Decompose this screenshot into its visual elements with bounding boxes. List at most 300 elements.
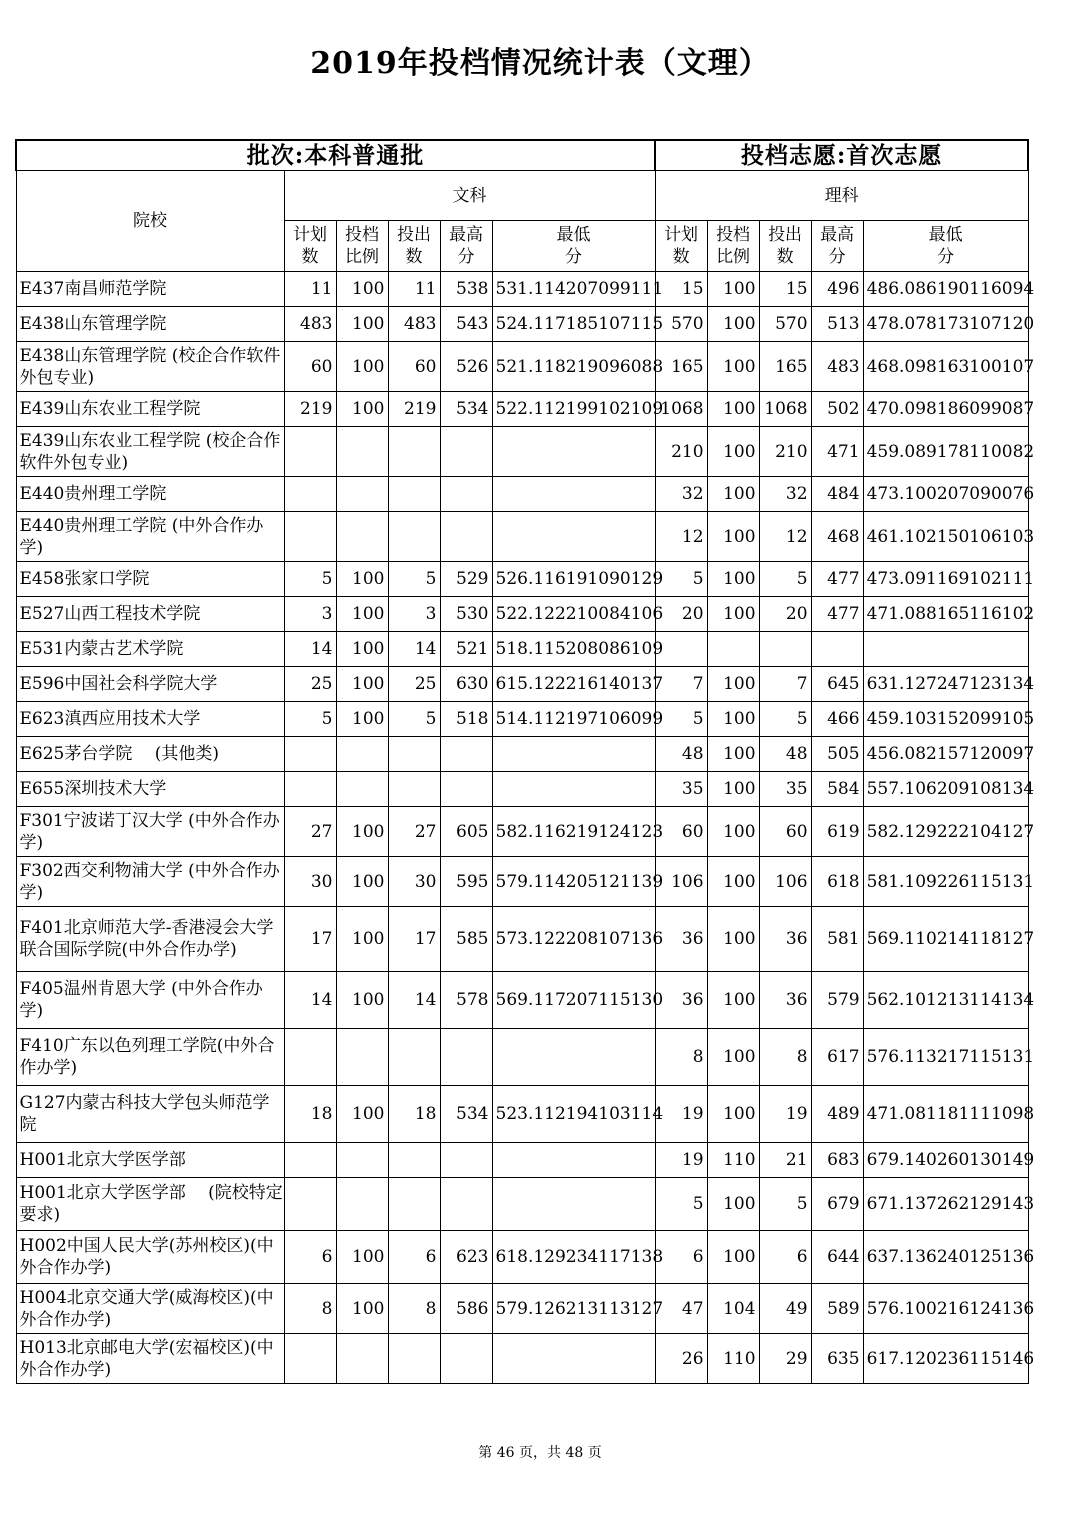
arts-admitted-cell: 27 <box>388 807 440 857</box>
science-min-cell: 637.136240125136 <box>863 1231 1028 1284</box>
arts-min-cell <box>492 1178 655 1231</box>
table-row <box>16 907 1028 972</box>
arts-plan-cell: 18 <box>284 1086 336 1143</box>
arts-plan-cell: 27 <box>284 807 336 857</box>
science-admitted-cell: 49 <box>759 1284 811 1334</box>
arts-min-cell: 523.112194103114 <box>492 1086 655 1143</box>
arts-min-cell: 579.126213113127 <box>492 1284 655 1334</box>
school-name-cell: E596中国社会科学院大学 <box>16 667 284 702</box>
science-ratio-cell: 100 <box>707 477 759 512</box>
arts-admitted-cell <box>388 427 440 477</box>
arts-plan-cell <box>284 1178 336 1231</box>
science-ratio-cell: 100 <box>707 1178 759 1231</box>
science-min-cell: 461.102150106103 <box>863 512 1028 562</box>
arts-ratio-cell: 100 <box>336 667 388 702</box>
page-title: 2019年投档情况统计表（文理） <box>310 46 770 81</box>
arts-admitted-cell: 14 <box>388 972 440 1029</box>
science-plan-cell: 19 <box>655 1086 707 1143</box>
header-school: 院校 <box>16 171 284 272</box>
arts-max-cell: 530 <box>440 597 492 632</box>
table-row <box>16 477 1028 512</box>
arts-admitted-cell: 5 <box>388 702 440 737</box>
arts-ratio-cell <box>336 512 388 562</box>
arts-admitted-cell: 8 <box>388 1284 440 1334</box>
arts-max-cell: 543 <box>440 307 492 342</box>
arts-ratio-cell: 100 <box>336 392 388 427</box>
arts-plan-cell: 14 <box>284 632 336 667</box>
arts-admitted-cell: 6 <box>388 1231 440 1284</box>
arts-plan-cell: 30 <box>284 857 336 907</box>
science-max-cell: 483 <box>811 342 863 392</box>
science-max-cell <box>811 632 863 667</box>
arts-plan-cell: 5 <box>284 702 336 737</box>
science-admitted-cell: 35 <box>759 772 811 807</box>
header-arts-plan: 计划 数 <box>284 221 336 272</box>
table-row <box>16 307 1028 342</box>
science-plan-cell: 60 <box>655 807 707 857</box>
header-arts-admitted: 投出 数 <box>388 221 440 272</box>
school-name-cell: E440贵州理工学院 (中外合作办学) <box>16 512 284 562</box>
science-min-cell: 471.088165116102 <box>863 597 1028 632</box>
arts-min-cell <box>492 477 655 512</box>
arts-min-cell <box>492 1029 655 1086</box>
volunteer-label: 投档志愿:首次志愿 <box>655 140 1028 171</box>
science-ratio-cell: 100 <box>707 1231 759 1284</box>
arts-max-cell: 534 <box>440 1086 492 1143</box>
science-admitted-cell: 36 <box>759 972 811 1029</box>
arts-admitted-cell: 483 <box>388 307 440 342</box>
science-max-cell: 617 <box>811 1029 863 1086</box>
school-name-cell: E531内蒙古艺术学院 <box>16 632 284 667</box>
science-admitted-cell: 15 <box>759 272 811 307</box>
arts-min-cell: 521.118219096088 <box>492 342 655 392</box>
science-max-cell: 635 <box>811 1334 863 1384</box>
school-name-cell: F410广东以色列理工学院(中外合作办学) <box>16 1029 284 1086</box>
arts-admitted-cell: 30 <box>388 857 440 907</box>
science-min-cell: 478.078173107120 <box>863 307 1028 342</box>
batch-label: 批次:本科普通批 <box>16 140 655 171</box>
science-plan-cell: 47 <box>655 1284 707 1334</box>
header-arts-ratio: 投档 比例 <box>336 221 388 272</box>
school-name-cell: G127内蒙古科技大学包头师范学院 <box>16 1086 284 1143</box>
table-row <box>16 807 1028 857</box>
table-row <box>16 562 1028 597</box>
arts-plan-cell <box>284 1029 336 1086</box>
arts-ratio-cell: 100 <box>336 702 388 737</box>
science-max-cell: 502 <box>811 392 863 427</box>
arts-min-cell <box>492 1334 655 1384</box>
science-min-cell: 471.081181111098 <box>863 1086 1028 1143</box>
science-admitted-cell: 6 <box>759 1231 811 1284</box>
science-admitted-cell: 8 <box>759 1029 811 1086</box>
science-ratio-cell: 100 <box>707 807 759 857</box>
science-plan-cell: 106 <box>655 857 707 907</box>
arts-ratio-cell: 100 <box>336 972 388 1029</box>
science-ratio-cell: 104 <box>707 1284 759 1334</box>
science-max-cell: 579 <box>811 972 863 1029</box>
arts-min-cell: 615.122216140137 <box>492 667 655 702</box>
science-admitted-cell: 48 <box>759 737 811 772</box>
arts-min-cell: 579.114205121139 <box>492 857 655 907</box>
arts-min-cell <box>492 772 655 807</box>
science-ratio-cell: 100 <box>707 972 759 1029</box>
school-name-cell: E623滇西应用技术大学 <box>16 702 284 737</box>
science-ratio-cell <box>707 632 759 667</box>
arts-ratio-cell: 100 <box>336 1231 388 1284</box>
arts-plan-cell: 60 <box>284 342 336 392</box>
arts-max-cell: 586 <box>440 1284 492 1334</box>
science-plan-cell: 570 <box>655 307 707 342</box>
science-min-cell: 557.106209108134 <box>863 772 1028 807</box>
science-min-cell: 671.137262129143 <box>863 1178 1028 1231</box>
science-admitted-cell: 570 <box>759 307 811 342</box>
science-admitted-cell: 12 <box>759 512 811 562</box>
arts-max-cell <box>440 1178 492 1231</box>
arts-ratio-cell: 100 <box>336 272 388 307</box>
arts-plan-cell <box>284 1334 336 1384</box>
science-min-cell: 576.100216124136 <box>863 1284 1028 1334</box>
arts-ratio-cell <box>336 427 388 477</box>
arts-ratio-cell: 100 <box>336 597 388 632</box>
arts-max-cell <box>440 1029 492 1086</box>
science-admitted-cell: 21 <box>759 1143 811 1178</box>
science-plan-cell: 20 <box>655 597 707 632</box>
science-ratio-cell: 100 <box>707 562 759 597</box>
table-row <box>16 667 1028 702</box>
science-ratio-cell: 100 <box>707 1029 759 1086</box>
table-row <box>16 857 1028 907</box>
arts-max-cell <box>440 1143 492 1178</box>
school-name-cell: E438山东管理学院 (校企合作软件外包专业) <box>16 342 284 392</box>
arts-admitted-cell: 60 <box>388 342 440 392</box>
table-body <box>16 272 1035 1384</box>
arts-min-cell: 618.129234117138 <box>492 1231 655 1284</box>
arts-max-cell <box>440 772 492 807</box>
science-min-cell: 456.082157120097 <box>863 737 1028 772</box>
table-row <box>16 1284 1028 1334</box>
arts-max-cell: 526 <box>440 342 492 392</box>
science-ratio-cell: 100 <box>707 597 759 632</box>
table-row <box>16 597 1028 632</box>
science-min-cell: 581.109226115131 <box>863 857 1028 907</box>
arts-max-cell: 518 <box>440 702 492 737</box>
arts-ratio-cell: 100 <box>336 807 388 857</box>
science-min-cell: 468.098163100107 <box>863 342 1028 392</box>
science-plan-cell: 7 <box>655 667 707 702</box>
page-footer: 第 46 页，共 48 页 <box>478 1445 602 1461</box>
science-admitted-cell: 5 <box>759 702 811 737</box>
arts-ratio-cell: 100 <box>336 857 388 907</box>
arts-max-cell <box>440 737 492 772</box>
arts-max-cell: 623 <box>440 1231 492 1284</box>
arts-plan-cell <box>284 427 336 477</box>
arts-min-cell: 582.116219124123 <box>492 807 655 857</box>
table-row <box>16 427 1028 477</box>
header-science-min: 最低 分 <box>863 221 1028 272</box>
science-admitted-cell: 1068 <box>759 392 811 427</box>
school-name-cell: H004北京交通大学(威海校区)(中外合作办学) <box>16 1284 284 1334</box>
arts-ratio-cell <box>336 1334 388 1384</box>
science-admitted-cell: 36 <box>759 907 811 972</box>
science-plan-cell: 35 <box>655 772 707 807</box>
science-min-cell: 679.140260130149 <box>863 1143 1028 1178</box>
arts-admitted-cell <box>388 1334 440 1384</box>
arts-ratio-cell: 100 <box>336 1284 388 1334</box>
science-admitted-cell: 32 <box>759 477 811 512</box>
science-plan-cell: 19 <box>655 1143 707 1178</box>
science-min-cell: 473.091169102111 <box>863 562 1028 597</box>
admission-table <box>15 139 1035 1384</box>
science-min-cell: 582.129222104127 <box>863 807 1028 857</box>
arts-plan-cell: 5 <box>284 562 336 597</box>
arts-plan-cell: 6 <box>284 1231 336 1284</box>
table-row <box>16 272 1028 307</box>
science-ratio-cell: 110 <box>707 1143 759 1178</box>
science-ratio-cell: 100 <box>707 342 759 392</box>
science-plan-cell: 210 <box>655 427 707 477</box>
table-row <box>16 972 1028 1029</box>
science-plan-cell: 5 <box>655 1178 707 1231</box>
science-min-cell: 576.113217115131 <box>863 1029 1028 1086</box>
science-max-cell: 618 <box>811 857 863 907</box>
science-max-cell: 468 <box>811 512 863 562</box>
arts-admitted-cell <box>388 772 440 807</box>
arts-plan-cell: 219 <box>284 392 336 427</box>
arts-ratio-cell <box>336 1178 388 1231</box>
science-ratio-cell: 110 <box>707 1334 759 1384</box>
arts-max-cell: 630 <box>440 667 492 702</box>
table-row <box>16 772 1028 807</box>
science-max-cell: 484 <box>811 477 863 512</box>
science-plan-cell: 5 <box>655 562 707 597</box>
school-name-cell: E439山东农业工程学院 (校企合作软件外包专业) <box>16 427 284 477</box>
arts-min-cell: 524.117185107115 <box>492 307 655 342</box>
table-row <box>16 1334 1028 1384</box>
science-plan-cell: 48 <box>655 737 707 772</box>
science-max-cell: 683 <box>811 1143 863 1178</box>
science-ratio-cell: 100 <box>707 907 759 972</box>
arts-min-cell <box>492 737 655 772</box>
arts-plan-cell: 3 <box>284 597 336 632</box>
science-ratio-cell: 100 <box>707 392 759 427</box>
arts-max-cell: 538 <box>440 272 492 307</box>
arts-plan-cell <box>284 737 336 772</box>
science-plan-cell: 15 <box>655 272 707 307</box>
science-plan-cell: 5 <box>655 702 707 737</box>
science-max-cell: 589 <box>811 1284 863 1334</box>
science-ratio-cell: 100 <box>707 272 759 307</box>
arts-admitted-cell <box>388 1029 440 1086</box>
arts-plan-cell: 11 <box>284 272 336 307</box>
arts-min-cell: 569.117207115130 <box>492 972 655 1029</box>
science-min-cell <box>863 632 1028 667</box>
science-ratio-cell: 100 <box>707 427 759 477</box>
science-admitted-cell <box>759 632 811 667</box>
header-science-ratio: 投档 比例 <box>707 221 759 272</box>
arts-admitted-cell: 11 <box>388 272 440 307</box>
science-ratio-cell: 100 <box>707 307 759 342</box>
science-ratio-cell: 100 <box>707 772 759 807</box>
arts-admitted-cell <box>388 1143 440 1178</box>
arts-admitted-cell: 219 <box>388 392 440 427</box>
arts-plan-cell: 8 <box>284 1284 336 1334</box>
science-plan-cell: 12 <box>655 512 707 562</box>
science-admitted-cell: 210 <box>759 427 811 477</box>
science-admitted-cell: 5 <box>759 1178 811 1231</box>
arts-ratio-cell: 100 <box>336 1086 388 1143</box>
table-row <box>16 1231 1028 1284</box>
table-row <box>16 392 1028 427</box>
school-name-cell: E439山东农业工程学院 <box>16 392 284 427</box>
school-name-cell: E437南昌师范学院 <box>16 272 284 307</box>
science-ratio-cell: 100 <box>707 512 759 562</box>
arts-max-cell: 595 <box>440 857 492 907</box>
science-min-cell: 562.101213114134 <box>863 972 1028 1029</box>
arts-plan-cell <box>284 1143 336 1178</box>
arts-ratio-cell: 100 <box>336 307 388 342</box>
school-name-cell: E440贵州理工学院 <box>16 477 284 512</box>
arts-admitted-cell: 25 <box>388 667 440 702</box>
science-plan-cell: 165 <box>655 342 707 392</box>
arts-plan-cell: 483 <box>284 307 336 342</box>
science-max-cell: 584 <box>811 772 863 807</box>
science-min-cell: 459.089178110082 <box>863 427 1028 477</box>
arts-min-cell: 531.114207099111 <box>492 272 655 307</box>
arts-max-cell: 521 <box>440 632 492 667</box>
science-admitted-cell: 5 <box>759 562 811 597</box>
arts-plan-cell: 17 <box>284 907 336 972</box>
arts-min-cell: 522.112199102109 <box>492 392 655 427</box>
science-max-cell: 619 <box>811 807 863 857</box>
arts-min-cell: 573.122208107136 <box>492 907 655 972</box>
arts-admitted-cell: 3 <box>388 597 440 632</box>
school-name-cell: E438山东管理学院 <box>16 307 284 342</box>
header-science-admitted: 投出 数 <box>759 221 811 272</box>
science-max-cell: 645 <box>811 667 863 702</box>
science-max-cell: 471 <box>811 427 863 477</box>
arts-ratio-cell: 100 <box>336 342 388 392</box>
arts-max-cell: 585 <box>440 907 492 972</box>
science-max-cell: 489 <box>811 1086 863 1143</box>
science-max-cell: 477 <box>811 562 863 597</box>
school-name-cell: H001北京大学医学部 <box>16 1143 284 1178</box>
header-arts-max: 最高 分 <box>440 221 492 272</box>
school-name-cell: E527山西工程技术学院 <box>16 597 284 632</box>
school-name-cell: H013北京邮电大学(宏福校区)(中外合作办学) <box>16 1334 284 1384</box>
arts-ratio-cell: 100 <box>336 632 388 667</box>
arts-max-cell <box>440 1334 492 1384</box>
science-max-cell: 581 <box>811 907 863 972</box>
table-row <box>16 1029 1028 1086</box>
science-plan-cell: 8 <box>655 1029 707 1086</box>
arts-admitted-cell: 17 <box>388 907 440 972</box>
science-plan-cell: 26 <box>655 1334 707 1384</box>
arts-max-cell <box>440 477 492 512</box>
arts-max-cell: 529 <box>440 562 492 597</box>
header-science-max: 最高 分 <box>811 221 863 272</box>
arts-admitted-cell <box>388 1178 440 1231</box>
arts-max-cell: 534 <box>440 392 492 427</box>
arts-min-cell: 514.112197106099 <box>492 702 655 737</box>
arts-ratio-cell <box>336 477 388 512</box>
table-row <box>16 737 1028 772</box>
arts-admitted-cell <box>388 477 440 512</box>
arts-min-cell: 526.116191090129 <box>492 562 655 597</box>
arts-min-cell: 518.115208086109 <box>492 632 655 667</box>
table-row <box>16 1178 1028 1231</box>
table-row <box>16 702 1028 737</box>
science-max-cell: 679 <box>811 1178 863 1231</box>
school-name-cell: H002中国人民大学(苏州校区)(中外合作办学) <box>16 1231 284 1284</box>
school-name-cell: E655深圳技术大学 <box>16 772 284 807</box>
science-min-cell: 470.098186099087 <box>863 392 1028 427</box>
science-admitted-cell: 7 <box>759 667 811 702</box>
table-row <box>16 512 1028 562</box>
school-name-cell: F405温州肯恩大学 (中外合作办学) <box>16 972 284 1029</box>
science-min-cell: 569.110214118127 <box>863 907 1028 972</box>
science-admitted-cell: 165 <box>759 342 811 392</box>
arts-max-cell: 605 <box>440 807 492 857</box>
science-plan-cell: 6 <box>655 1231 707 1284</box>
science-min-cell: 459.103152099105 <box>863 702 1028 737</box>
arts-ratio-cell <box>336 1029 388 1086</box>
arts-plan-cell: 25 <box>284 667 336 702</box>
science-admitted-cell: 106 <box>759 857 811 907</box>
science-ratio-cell: 100 <box>707 702 759 737</box>
table-row <box>16 342 1028 392</box>
science-max-cell: 466 <box>811 702 863 737</box>
science-max-cell: 496 <box>811 272 863 307</box>
science-admitted-cell: 29 <box>759 1334 811 1384</box>
header-science: 理科 <box>655 171 1028 221</box>
science-max-cell: 644 <box>811 1231 863 1284</box>
header-arts: 文科 <box>284 171 655 221</box>
science-plan-cell: 32 <box>655 477 707 512</box>
arts-max-cell: 578 <box>440 972 492 1029</box>
school-name-cell: H001北京大学医学部 (院校特定要求) <box>16 1178 284 1231</box>
header-science-plan: 计划 数 <box>655 221 707 272</box>
science-plan-cell: 1068 <box>655 392 707 427</box>
science-ratio-cell: 100 <box>707 857 759 907</box>
arts-max-cell <box>440 427 492 477</box>
arts-max-cell <box>440 512 492 562</box>
table-row <box>16 1086 1028 1143</box>
science-ratio-cell: 100 <box>707 667 759 702</box>
school-name-cell: E625茅台学院 (其他类) <box>16 737 284 772</box>
science-max-cell: 505 <box>811 737 863 772</box>
table-row <box>16 632 1028 667</box>
science-ratio-cell: 100 <box>707 1086 759 1143</box>
science-min-cell: 631.127247123134 <box>863 667 1028 702</box>
arts-ratio-cell: 100 <box>336 907 388 972</box>
science-min-cell: 473.100207090076 <box>863 477 1028 512</box>
arts-admitted-cell <box>388 737 440 772</box>
science-plan-cell: 36 <box>655 972 707 1029</box>
arts-ratio-cell <box>336 737 388 772</box>
arts-ratio-cell <box>336 1143 388 1178</box>
school-name-cell: F302西交利物浦大学 (中外合作办学) <box>16 857 284 907</box>
arts-plan-cell <box>284 512 336 562</box>
science-admitted-cell: 19 <box>759 1086 811 1143</box>
header-arts-min: 最低 分 <box>492 221 655 272</box>
science-max-cell: 477 <box>811 597 863 632</box>
science-plan-cell: 36 <box>655 907 707 972</box>
science-ratio-cell: 100 <box>707 737 759 772</box>
arts-ratio-cell <box>336 772 388 807</box>
science-admitted-cell: 60 <box>759 807 811 857</box>
arts-ratio-cell: 100 <box>336 562 388 597</box>
arts-min-cell <box>492 427 655 477</box>
